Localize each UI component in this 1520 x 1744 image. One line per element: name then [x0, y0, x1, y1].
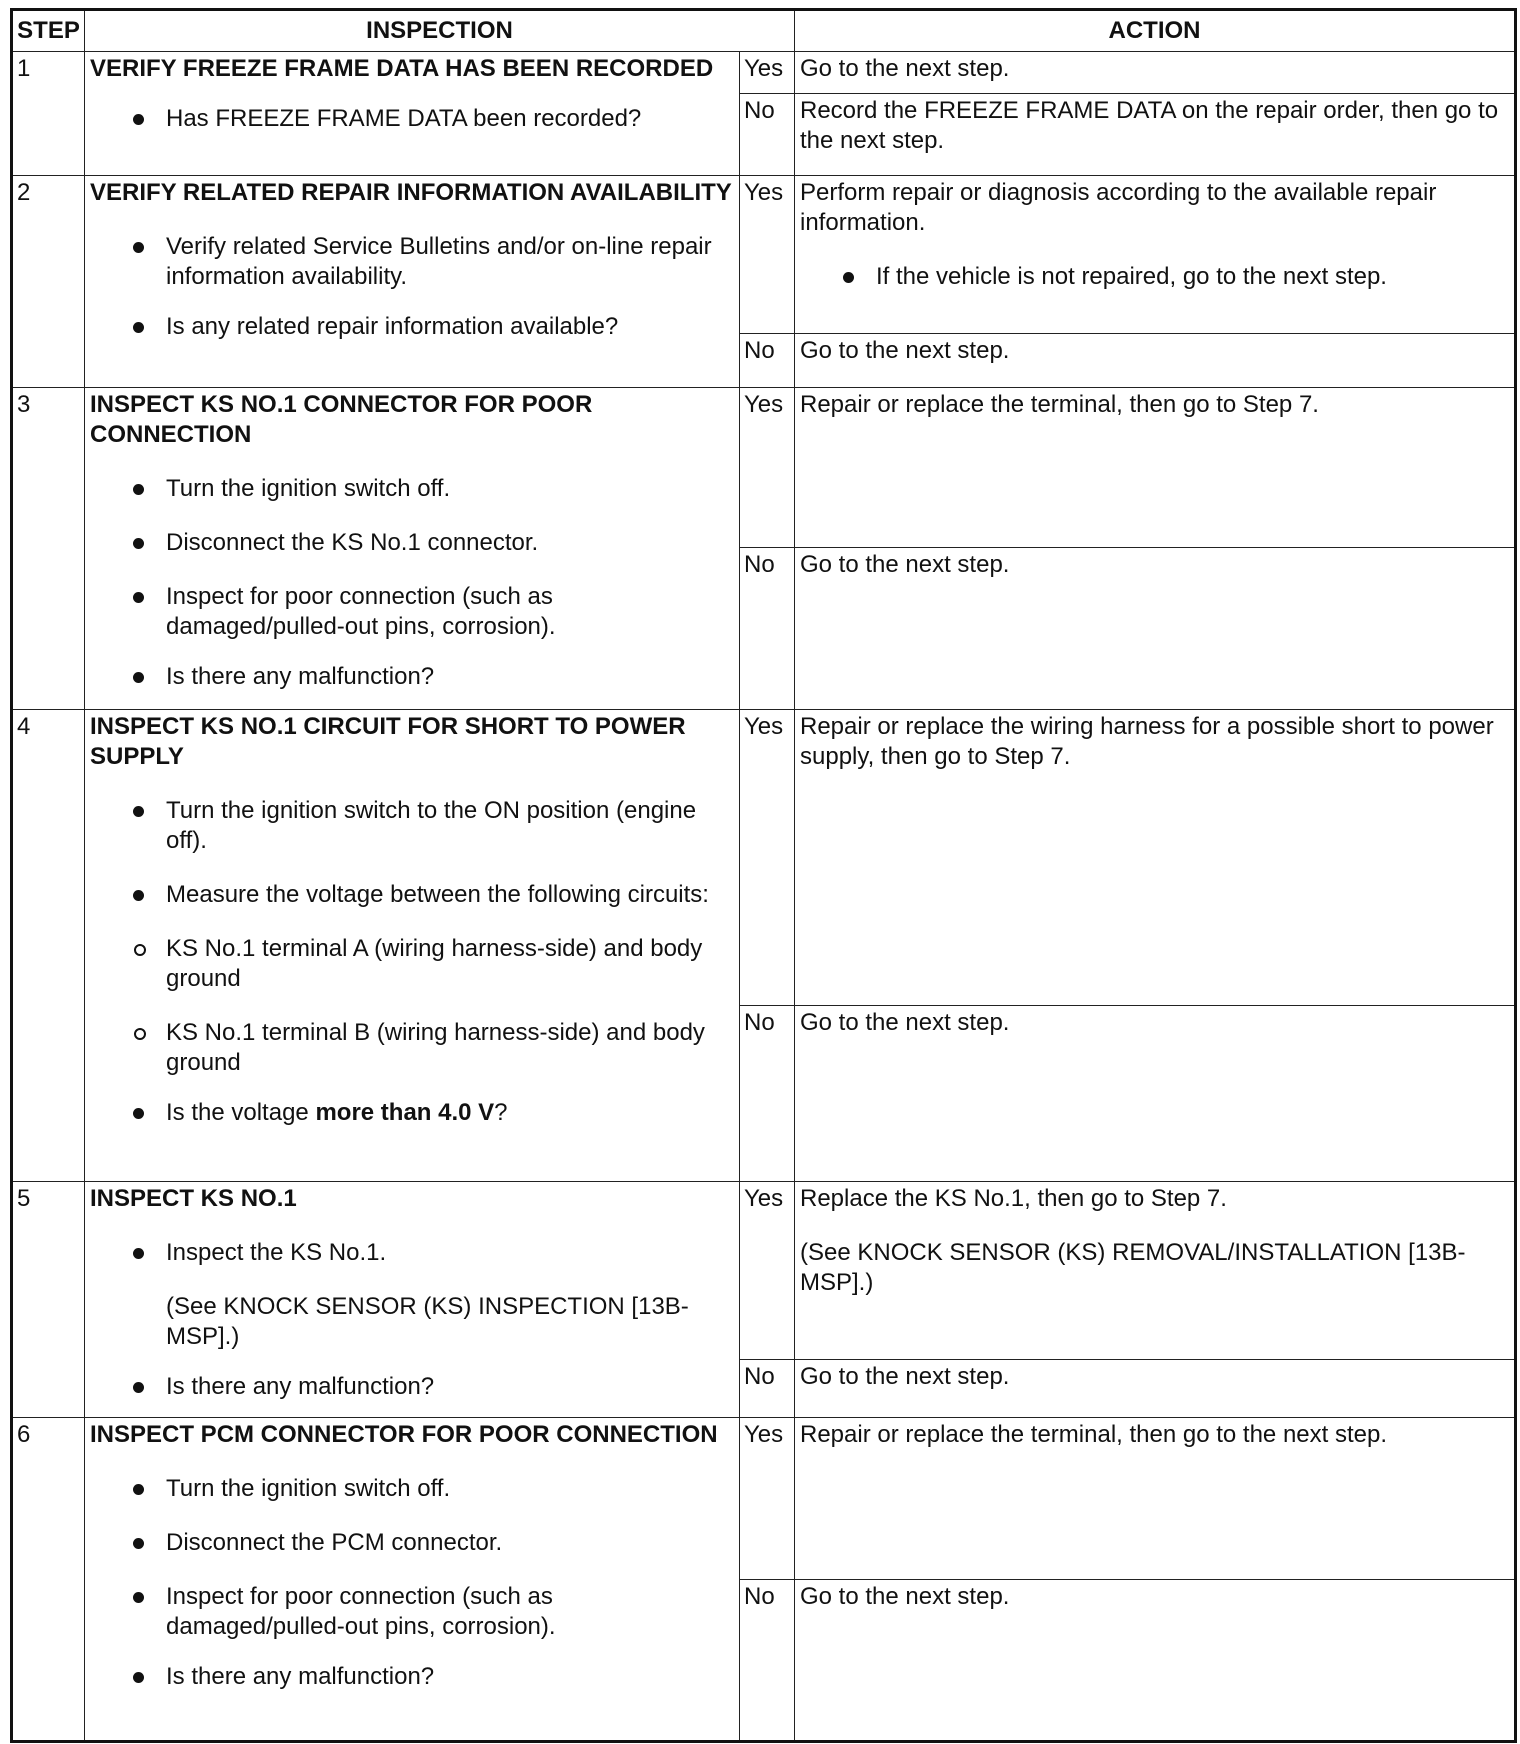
bullet-item: Is there any malfunction?: [90, 1372, 734, 1402]
no-action: Go to the next step.: [795, 548, 1516, 710]
step-number: 5: [12, 1182, 85, 1418]
bullet-text: Measure the voltage between the following circuits:: [166, 881, 709, 908]
no-label: No: [740, 1360, 795, 1418]
yes-action: Repair or replace the wiring harness for a possible short to power supply, then go to Step 7.: [795, 710, 1516, 1006]
no-action: Record the FREEZE FRAME DATA on the repair order, then go to the next step.: [795, 94, 1516, 176]
inspection-cell: [85, 1418, 740, 1742]
bullet-text: Inspect the KS No.1.: [166, 1239, 387, 1266]
inspection-cell: [85, 52, 740, 176]
sub-bullet-item: KS No.1 terminal A (wiring harness-side) and body ground: [90, 934, 734, 994]
bullet-item: Turn the ignition switch off.: [90, 474, 734, 504]
no-label: No: [740, 334, 795, 388]
reference-note: (See KNOCK SENSOR (KS) REMOVAL/INSTALLATION [13B-MSP].): [800, 1239, 1466, 1296]
inspection-title: INSPECT KS NO.1: [90, 1185, 297, 1212]
inspection-bullets: [90, 1238, 734, 1402]
yes-label: Yes: [740, 388, 795, 548]
inspection-cell: [85, 388, 740, 710]
header-inspection: INSPECTION: [85, 10, 795, 52]
inspection-title: VERIFY RELATED REPAIR INFORMATION AVAILABILITY: [90, 179, 732, 206]
bullet-item: Disconnect the PCM connector.: [90, 1528, 734, 1558]
inspection-title: VERIFY FREEZE FRAME DATA HAS BEEN RECORDED: [90, 55, 714, 82]
bullet-item: [90, 1098, 734, 1128]
no-label: No: [740, 1006, 795, 1182]
table-header-row: [12, 10, 1516, 52]
no-action: Go to the next step.: [795, 334, 1516, 388]
yes-action: Repair or replace the terminal, then go to Step 7.: [795, 388, 1516, 548]
table-row: [12, 52, 1516, 94]
diagnostic-table-wrapper: [10, 8, 1514, 1743]
bullet-item: Is there any malfunction?: [90, 1662, 734, 1692]
no-action: Go to the next step.: [795, 1580, 1516, 1742]
sub-bullet-item: KS No.1 terminal B (wiring harness-side) and body ground: [90, 1018, 734, 1078]
bullet-text-bold: more than 4.0 V: [315, 1099, 495, 1126]
inspection-title: INSPECT PCM CONNECTOR FOR POOR CONNECTION: [90, 1421, 718, 1448]
bullet-item: Turn the ignition switch to the ON position (engine off).: [90, 796, 734, 856]
yes-label: Yes: [740, 1418, 795, 1580]
bullet-item: Is there any malfunction?: [90, 662, 734, 692]
yes-label: Yes: [740, 52, 795, 94]
yes-action: Go to the next step.: [795, 52, 1516, 94]
inspection-bullets: [90, 232, 734, 342]
inspection-cell: [85, 1182, 740, 1418]
inspection-bullets: [90, 796, 734, 1128]
sub-bullets: [90, 934, 734, 1078]
inspection-cell: [85, 176, 740, 388]
step-number: 2: [12, 176, 85, 388]
yes-action-bullets: [800, 262, 1509, 292]
bullet-item: Verify related Service Bulletins and/or on-line repair information availability.: [90, 232, 734, 292]
table-row: [12, 388, 1516, 548]
no-label: No: [740, 548, 795, 710]
inspection-title: INSPECT KS NO.1 CIRCUIT FOR SHORT TO POWER SUPPLY: [90, 713, 686, 770]
inspection-cell: [85, 710, 740, 1182]
yes-action: Replace the KS No.1, then go to Step 7.: [800, 1185, 1227, 1212]
reference-note: (See KNOCK SENSOR (KS) INSPECTION [13B-MSP].): [166, 1293, 689, 1350]
step-number: 1: [12, 52, 85, 176]
bullet-item: [90, 1238, 734, 1352]
inspection-title: INSPECT KS NO.1 CONNECTOR FOR POOR CONNECTION: [90, 391, 593, 448]
yes-action-cell: [795, 1182, 1516, 1360]
yes-action: Perform repair or diagnosis according to the available repair information.: [800, 179, 1437, 236]
step-number: 4: [12, 710, 85, 1182]
bullet-item: If the vehicle is not repaired, go to the next step.: [800, 262, 1509, 292]
diagnostic-table: [10, 8, 1517, 1743]
header-step: STEP: [12, 10, 85, 52]
header-action: ACTION: [795, 10, 1516, 52]
yes-label: Yes: [740, 1182, 795, 1360]
bullet-item: Turn the ignition switch off.: [90, 1474, 734, 1504]
inspection-bullets: [90, 104, 734, 134]
bullet-item: [90, 880, 734, 1078]
table-row: [12, 710, 1516, 1006]
yes-label: Yes: [740, 176, 795, 334]
step-number: 6: [12, 1418, 85, 1742]
no-action: Go to the next step.: [795, 1006, 1516, 1182]
bullet-item: Disconnect the KS No.1 connector.: [90, 528, 734, 558]
step-number: 3: [12, 388, 85, 710]
no-action: Go to the next step.: [795, 1360, 1516, 1418]
yes-action-cell: [795, 176, 1516, 334]
bullet-text-post: ?: [494, 1099, 508, 1126]
bullet-text-pre: Is the voltage: [166, 1099, 316, 1126]
table-row: [12, 1182, 1516, 1360]
table-row: [12, 176, 1516, 334]
inspection-bullets: [90, 1474, 734, 1692]
bullet-item: Inspect for poor connection (such as damaged/pulled-out pins, corrosion).: [90, 582, 734, 642]
inspection-bullets: [90, 474, 734, 692]
yes-label: Yes: [740, 710, 795, 1006]
bullet-item: Has FREEZE FRAME DATA been recorded?: [90, 104, 734, 134]
table-row: [12, 1418, 1516, 1580]
no-label: No: [740, 1580, 795, 1742]
bullet-item: Inspect for poor connection (such as damaged/pulled-out pins, corrosion).: [90, 1582, 734, 1642]
bullet-item: Is any related repair information available?: [90, 312, 734, 342]
yes-action: Repair or replace the terminal, then go to the next step.: [795, 1418, 1516, 1580]
no-label: No: [740, 94, 795, 176]
